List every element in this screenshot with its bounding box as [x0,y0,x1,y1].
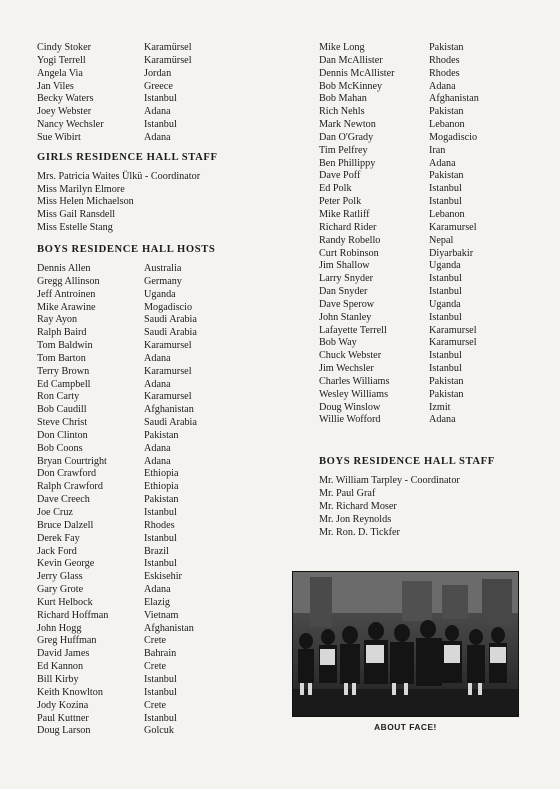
list-item [37,687,277,700]
person-name: Richard Rider [319,221,377,233]
person-location: Vietnam [144,609,179,621]
person-name: Joey Webster [37,106,92,118]
left-column [37,42,277,738]
person-name: Bill Kirby [37,673,79,685]
person-name: Bruce Dalzell [37,519,94,531]
person-location: Adana [144,442,171,454]
person-location: Saudi Arabia [144,417,197,429]
person-name: Nancy Wechsler [37,119,104,131]
person-location: Adana [429,80,456,92]
person-location: Adana [144,378,171,390]
person-name: Dan O'Grady [319,131,374,143]
list-item [319,299,549,312]
person-location: Adana [144,455,171,467]
list-item [37,366,277,379]
list-item [319,350,549,363]
list-item [37,55,277,68]
list-item [37,494,277,507]
list-item [37,713,277,726]
list-item [37,533,277,546]
person-name: Randy Robello [319,234,381,246]
person-location: Istanbul [144,712,177,724]
person-name: Bob Way [319,337,357,349]
list-item [37,340,277,353]
list-item [319,93,549,106]
person-location: Afghanistan [144,404,194,416]
list-item [37,276,277,289]
person-location: Greece [144,80,173,92]
boys-hosts-heading: BOYS RESIDENCE HALL HOSTS [37,243,216,255]
person-location: Istanbul [144,673,177,685]
girls-staff-heading: GIRLS RESIDENCE HALL STAFF [37,151,218,163]
person-name: Dave Sperow [319,298,375,310]
person-location: Rhodes [429,54,460,66]
person-location: Rhodes [144,519,175,531]
person-location: Eskisehir [144,571,182,583]
person-name: Rich Nehls [319,106,365,118]
list-item [37,546,277,559]
person-name: Ed Polk [319,183,352,195]
person-name: Curt Robinson [319,247,379,259]
list-item [37,623,277,636]
list-item [319,248,549,261]
person-name: Becky Waters [37,93,94,105]
list-item [37,327,277,340]
photo-caption: ABOUT FACE! [374,722,437,732]
person-name: Tom Barton [37,352,86,364]
person-location: Mogadiscio [144,301,193,313]
person-name: Tom Baldwin [37,340,93,352]
list-item [37,289,277,302]
person-name: Doug Winslow [319,401,381,413]
person-location: Lebanon [429,208,465,220]
person-name: Greg Huffman [37,635,97,647]
person-name: Ralph Baird [37,327,87,339]
boys-hosts-right-list [319,42,549,427]
person-location: Adana [144,352,171,364]
staff-member: Miss Marilyn Elmore [37,183,125,195]
list-item [37,404,277,417]
list-item [37,443,277,456]
person-name: Don Crawford [37,468,97,480]
list-item [319,337,549,350]
list-item [319,260,549,273]
person-name: Bryan Courtright [37,455,107,467]
staff-member: Mr. Jon Reynolds [319,513,392,525]
person-name: Kevin George [37,558,95,570]
staff-member: Mr. Ron. D. Tickfer [319,526,400,538]
list-item [37,661,277,674]
person-location: Pakistan [429,170,464,182]
person-location: Istanbul [144,119,177,131]
person-name: Chuck Webster [319,350,382,362]
person-location: Ethiopia [144,468,179,480]
boys-staff-list [319,475,549,539]
person-location: Crete [144,661,167,673]
person-name: Joe Cruz [37,507,73,518]
list-item [37,263,277,276]
list-item [37,700,277,713]
person-location: Istanbul [144,686,177,698]
person-location: Karamürsel [144,54,192,66]
person-name: Gary Grote [37,584,84,596]
person-location: Adana [144,584,171,596]
list-item [319,81,549,94]
list-item [37,302,277,315]
person-name: Ron Carty [37,391,80,403]
person-location: Karamursel [429,324,477,336]
staff-member: Mr. Richard Moser [319,501,397,512]
boys-hosts-left-list [37,263,277,738]
person-location: Istanbul [144,507,177,518]
person-location: Bahrain [144,648,177,660]
person-location: Pakistan [429,106,464,118]
staff-member: Mrs. Patricia Waites Ülkü - Coordinator [37,170,201,182]
person-location: Karamursel [144,391,192,403]
person-location: Adana [144,106,171,118]
person-name: Jim Shallow [319,260,370,272]
staff-member: Miss Estelle Stang [37,222,113,234]
list-item [37,81,277,94]
person-location: Nepal [429,234,454,246]
list-item [319,170,549,183]
list-item [319,132,549,145]
list-item [37,648,277,661]
list-item [319,158,549,171]
person-location: Istanbul [429,363,462,375]
list-item [319,312,549,325]
person-location: Istanbul [429,311,462,323]
person-location: Crete [144,699,167,711]
person-name: Peter Polk [319,196,362,208]
person-location: Karamursel [144,340,192,352]
person-location: Pakistan [429,388,464,400]
group-photo [292,571,519,717]
person-name: Jody Kozina [37,699,89,711]
person-location: Afghanistan [429,93,479,105]
person-location: Uganda [429,260,461,272]
person-location: Saudi Arabia [144,314,197,326]
person-name: Ralph Crawford [37,481,103,493]
person-location: Pakistan [429,375,464,387]
list-item [37,430,277,443]
list-item [319,106,549,119]
list-item [37,456,277,469]
person-location: Adana [144,131,171,143]
person-name: Derek Fay [37,532,80,544]
person-location: Jordan [144,67,172,79]
person-location: Istanbul [429,183,462,195]
person-name: Dave Poff [319,170,361,182]
person-location: Mogadiscio [429,131,478,143]
person-location: Izmit [429,401,451,413]
person-name: Angela Via [37,67,83,79]
girls-staff-list [37,171,277,235]
person-name: Charles Williams [319,375,390,387]
list-item [37,635,277,648]
person-name: Ben Phillippy [319,157,376,169]
person-location: Pakistan [144,494,179,506]
person-name: Ed Kannon [37,661,84,673]
person-location: Brazil [144,545,169,557]
list-item [319,209,549,222]
person-location: Istanbul [144,93,177,105]
list-item [37,481,277,494]
person-name: David James [37,648,90,660]
person-location: Pakistan [429,42,464,53]
person-location: Rhodes [429,67,460,79]
person-location: Adana [429,414,456,426]
person-name: Dennis Allen [37,262,91,274]
list-item [37,674,277,687]
person-location: Elazig [144,596,171,608]
person-name: Don Clinton [37,429,88,441]
staff-member: Mr. Paul Graf [319,488,376,500]
list-item [37,610,277,623]
list-item [319,55,549,68]
list-item [37,558,277,571]
list-item [37,520,277,533]
person-name: Paul Kuttner [37,712,89,724]
person-location: Pakistan [144,429,179,441]
person-name: Dan Snyder [319,286,368,298]
person-name: Bob Mahan [319,93,367,105]
list-item [319,222,549,235]
person-location: Karamürsel [144,42,192,53]
person-name: Jeff Antroinen [37,288,96,300]
person-name: Yogi Terrell [37,54,86,66]
person-location: Adana [429,157,456,169]
list-item [319,414,549,427]
person-name: Jerry Glass [37,571,83,583]
staff-member: Miss Helen Michaelson [37,196,134,208]
staff-member: Mr. William Tarpley - Coordinator [319,475,460,487]
list-item [37,42,277,55]
person-location: Germany [144,275,182,287]
person-location: Karamursel [144,365,192,377]
list-item [319,235,549,248]
list-item [319,196,549,209]
person-location: Istanbul [429,286,462,298]
person-location: Karamursel [429,221,477,233]
person-location: Istanbul [429,350,462,362]
list-item [37,132,277,145]
list-item [319,183,549,196]
list-item [319,325,549,338]
person-name: Bob McKinney [319,80,383,92]
list-item [319,145,549,158]
person-location: Crete [144,635,167,647]
list-item [37,584,277,597]
list-item [37,106,277,119]
person-name: Willie Wofford [319,414,381,426]
list-item [319,273,549,286]
person-location: Istanbul [429,196,462,208]
person-location: Uganda [144,288,176,300]
person-location: Istanbul [429,273,462,285]
person-name: Gregg Allinson [37,275,100,287]
list-item [37,93,277,106]
group-photo-illustration [292,571,519,717]
person-location: Lebanon [429,119,465,131]
person-location: Istanbul [144,532,177,544]
person-name: Tim Pelfrey [319,144,368,156]
person-name: Doug Larson [37,725,91,737]
person-location: Iran [429,144,446,156]
person-location: Istanbul [144,558,177,570]
person-name: Ray Ayon [37,314,78,326]
list-item [37,379,277,392]
person-name: John Hogg [37,622,82,634]
list-item [37,391,277,404]
person-name: Cindy Stoker [37,42,92,53]
person-location: Ethiopia [144,481,179,493]
person-name: Jack Ford [37,545,77,557]
person-name: Kurt Helbock [37,596,93,608]
person-name: Richard Hoffman [37,609,109,621]
right-column [319,42,549,540]
list-item [37,468,277,481]
person-name: Bob Caudill [37,404,87,416]
person-name: Steve Christ [37,417,88,429]
person-name: Bob Coons [37,442,83,454]
list-item [37,417,277,430]
list-item [37,119,277,132]
list-item [319,42,549,55]
left-top-list [37,42,277,145]
person-name: Dan McAllister [319,54,383,66]
person-name: John Stanley [319,311,372,323]
person-location: Karamursel [429,337,477,349]
list-item [319,389,549,402]
person-name: Mike Long [319,42,365,53]
list-item [319,402,549,415]
list-item [37,68,277,81]
list-item [319,363,549,376]
list-item [37,353,277,366]
list-item [37,597,277,610]
person-name: Jim Wechsler [319,363,374,375]
person-name: Terry Brown [37,365,90,377]
list-item [37,507,277,520]
person-name: Mark Newton [319,119,376,131]
person-location: Australia [144,262,182,274]
person-name: Lafayette Terrell [319,324,387,336]
person-name: Dennis McAllister [319,67,395,79]
staff-member: Miss Gail Ransdell [37,209,116,221]
person-location: Saudi Arabia [144,327,197,339]
person-name: Sue Wibirt [37,131,81,143]
person-name: Mike Arawine [37,301,96,313]
person-name: Keith Knowlton [37,686,103,698]
person-name: Ed Campbell [37,378,91,390]
list-item [319,68,549,81]
person-name: Mike Ratliff [319,208,370,220]
list-item [319,286,549,299]
list-item [37,314,277,327]
person-name: Larry Snyder [319,273,374,285]
list-item [319,119,549,132]
boys-staff-heading: BOYS RESIDENCE HALL STAFF [319,456,495,468]
list-item [37,571,277,584]
person-location: Afghanistan [144,622,194,634]
person-location: Diyarbakir [429,247,474,259]
person-name: Wesley Williams [319,388,389,400]
person-location: Golcuk [144,725,174,737]
person-name: Jan Viles [37,80,74,92]
list-item [319,376,549,389]
list-item [37,725,277,738]
person-name: Dave Creech [37,494,90,506]
person-location: Uganda [429,298,461,310]
